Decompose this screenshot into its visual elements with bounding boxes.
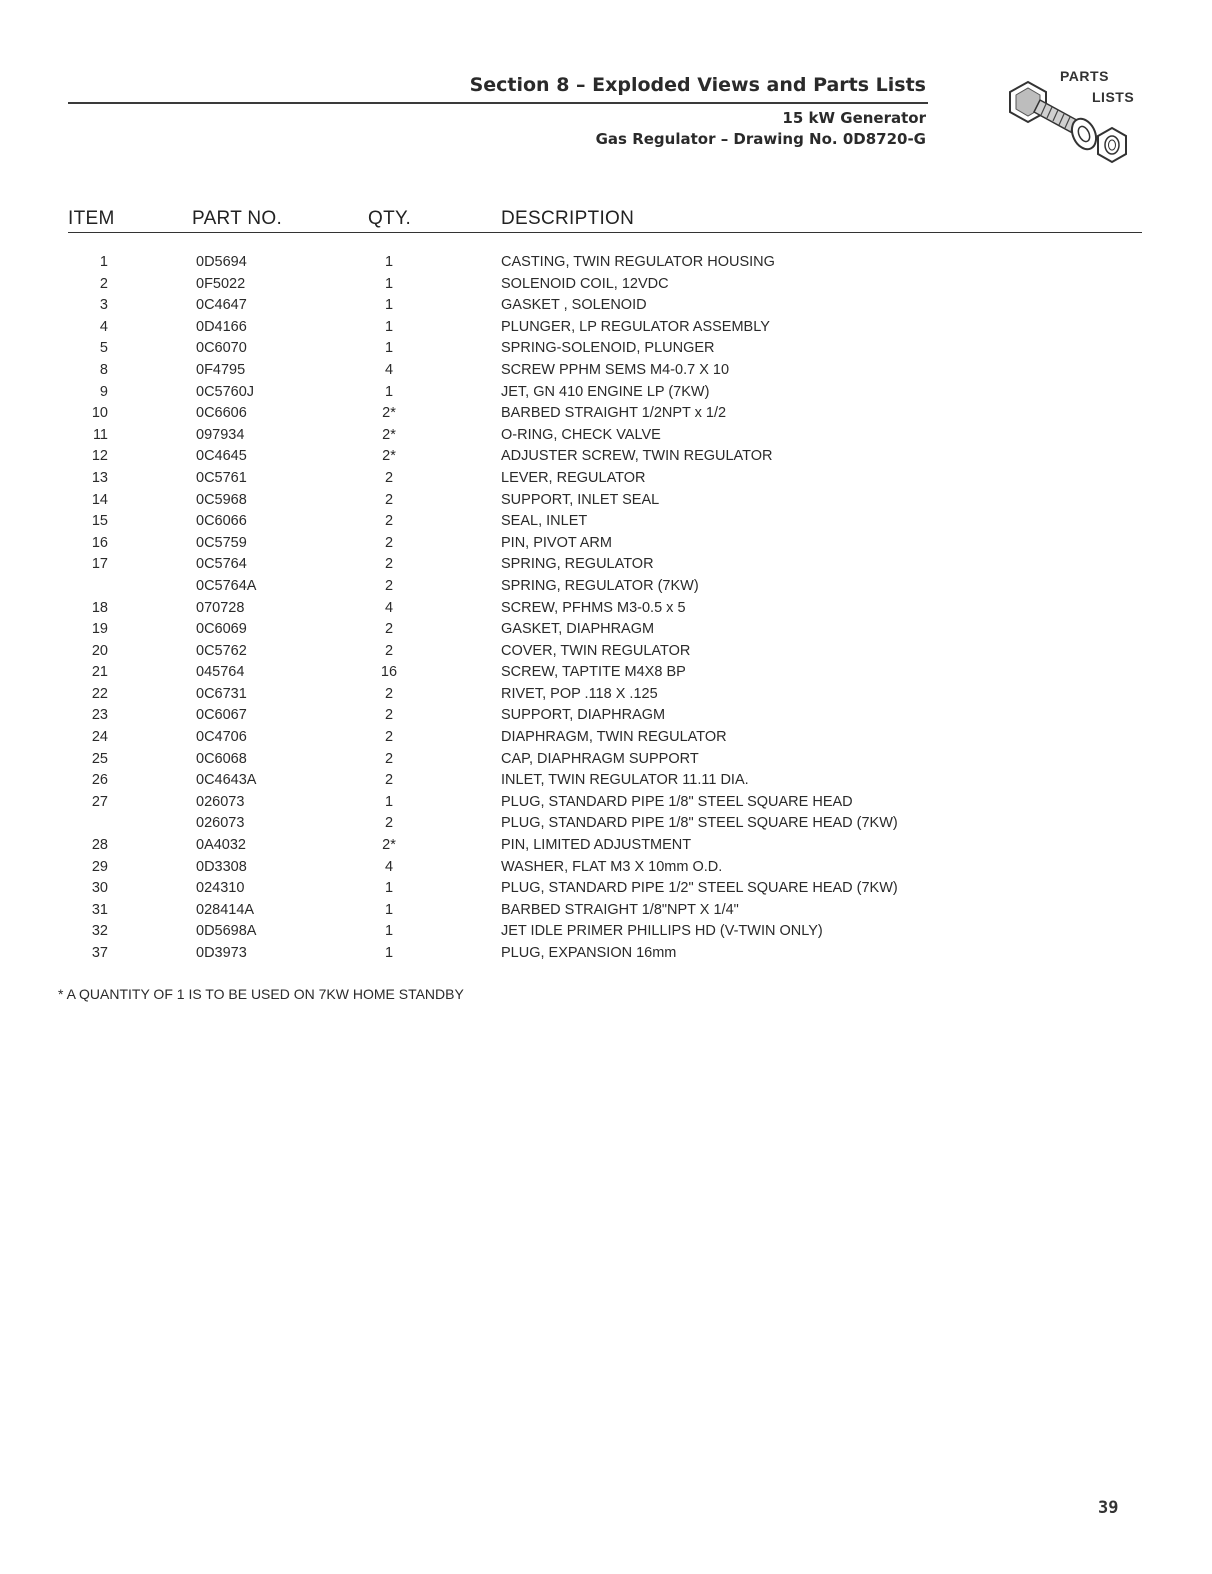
row-qty: 1 bbox=[384, 254, 394, 270]
row-part-no: 097934 bbox=[196, 426, 245, 443]
badge-parts-label: PARTS bbox=[1060, 68, 1109, 84]
section-title: Section 8 – Exploded Views and Parts Lists bbox=[469, 74, 926, 96]
row-part-no: 0D3308 bbox=[196, 858, 247, 875]
parts-lists-badge bbox=[1000, 62, 1140, 170]
table-row bbox=[68, 813, 1142, 835]
row-qty: 2 bbox=[384, 556, 394, 573]
table-row bbox=[68, 684, 1142, 706]
column-header-description: DESCRIPTION bbox=[501, 208, 635, 229]
row-qty: 2 bbox=[384, 491, 394, 508]
row-qty: 1 bbox=[384, 297, 394, 314]
row-description: COVER, TWIN REGULATOR bbox=[501, 642, 691, 659]
table-row bbox=[68, 727, 1142, 749]
row-qty: 2* bbox=[382, 448, 396, 465]
row-part-no: 024310 bbox=[196, 880, 245, 897]
row-description: SCREW, TAPTITE M4X8 BP bbox=[501, 664, 686, 681]
row-qty: 2 bbox=[384, 815, 394, 832]
row-part-no: 0D5694 bbox=[196, 254, 247, 270]
row-description: PLUG, STANDARD PIPE 1/2" STEEL SQUARE HEAD (7KW) bbox=[501, 880, 898, 897]
table-row bbox=[68, 252, 1142, 274]
row-description: PLUNGER, LP REGULATOR ASSEMBLY bbox=[501, 318, 770, 335]
row-description: BARBED STRAIGHT 1/8"NPT X 1/4" bbox=[501, 901, 739, 918]
table-row bbox=[68, 662, 1142, 684]
row-item: 8 bbox=[99, 361, 108, 378]
row-description: WASHER, FLAT M3 X 10mm O.D. bbox=[501, 858, 723, 875]
table-row bbox=[68, 338, 1142, 360]
row-description: BARBED STRAIGHT 1/2NPT x 1/2 bbox=[501, 405, 727, 422]
row-description: O-RING, CHECK VALVE bbox=[501, 426, 661, 443]
row-item: 5 bbox=[99, 340, 108, 357]
row-part-no: 0C5764 bbox=[196, 556, 247, 573]
row-part-no: 026073 bbox=[196, 793, 245, 810]
row-description: PLUG, EXPANSION 16mm bbox=[501, 945, 677, 961]
row-item: 24 bbox=[91, 729, 108, 746]
row-qty: 4 bbox=[384, 599, 394, 616]
table-row bbox=[68, 490, 1142, 512]
row-part-no: 0C4706 bbox=[196, 729, 247, 746]
table-row bbox=[68, 900, 1142, 922]
row-part-no: 0C5968 bbox=[196, 491, 247, 508]
row-description: SEAL, INLET bbox=[501, 513, 588, 530]
row-part-no: 0C6068 bbox=[196, 750, 247, 767]
row-item: 11 bbox=[92, 426, 108, 443]
row-qty: 2 bbox=[384, 707, 394, 724]
row-item: 9 bbox=[99, 383, 108, 400]
row-description: GASKET, DIAPHRAGM bbox=[501, 621, 655, 638]
row-item: 23 bbox=[91, 707, 108, 724]
row-part-no: 0C5759 bbox=[196, 534, 247, 551]
row-qty: 2 bbox=[384, 642, 394, 659]
row-description: PIN, PIVOT ARM bbox=[501, 534, 612, 551]
row-qty: 2 bbox=[384, 534, 394, 551]
row-item: 26 bbox=[91, 772, 108, 789]
row-item: 10 bbox=[91, 405, 108, 422]
row-item: 27 bbox=[91, 793, 108, 810]
row-item: 17 bbox=[91, 556, 108, 573]
row-item: 37 bbox=[91, 945, 108, 961]
table-row bbox=[68, 533, 1142, 555]
row-item: 20 bbox=[91, 642, 108, 659]
row-description: ADJUSTER SCREW, TWIN REGULATOR bbox=[501, 448, 773, 465]
table-row bbox=[68, 857, 1142, 879]
table-row bbox=[68, 360, 1142, 382]
row-description: SUPPORT, DIAPHRAGM bbox=[501, 707, 666, 724]
row-qty: 2 bbox=[384, 513, 394, 530]
row-item: 3 bbox=[99, 297, 108, 314]
row-qty: 1 bbox=[384, 880, 394, 897]
table-row bbox=[68, 705, 1142, 727]
row-description: LEVER, REGULATOR bbox=[501, 469, 646, 486]
table-row bbox=[68, 403, 1142, 425]
row-part-no: 0C6731 bbox=[196, 685, 247, 702]
row-item: 19 bbox=[91, 621, 108, 638]
row-part-no: 0C4645 bbox=[196, 448, 247, 465]
row-description: DIAPHRAGM, TWIN REGULATOR bbox=[501, 729, 727, 746]
model-subtitle: 15 kW Generator bbox=[782, 109, 926, 127]
column-header-item: ITEM bbox=[68, 208, 115, 229]
row-description: CAP, DIAPHRAGM SUPPORT bbox=[501, 750, 699, 767]
table-row bbox=[68, 641, 1142, 663]
row-description: JET, GN 410 ENGINE LP (7KW) bbox=[501, 383, 710, 400]
parts-table bbox=[68, 252, 1142, 965]
row-qty: 2 bbox=[384, 685, 394, 702]
row-qty: 4 bbox=[384, 858, 394, 875]
table-header bbox=[68, 208, 1142, 233]
row-qty: 2 bbox=[384, 772, 394, 789]
row-qty: 2* bbox=[382, 405, 396, 422]
row-item: 22 bbox=[91, 685, 108, 702]
row-item: 15 bbox=[91, 513, 108, 530]
row-qty: 1 bbox=[384, 793, 394, 810]
row-qty: 1 bbox=[384, 923, 394, 940]
row-description: SPRING-SOLENOID, PLUNGER bbox=[501, 340, 715, 357]
drawing-subtitle: Gas Regulator – Drawing No. 0D8720-G bbox=[595, 130, 926, 148]
row-description: SPRING, REGULATOR bbox=[501, 556, 654, 573]
row-item: 31 bbox=[91, 901, 108, 918]
table-row bbox=[68, 317, 1142, 339]
table-row bbox=[68, 274, 1142, 296]
row-description: INLET, TWIN REGULATOR 11.11 DIA. bbox=[501, 772, 749, 789]
table-row bbox=[68, 619, 1142, 641]
row-item: 25 bbox=[91, 750, 108, 767]
table-row bbox=[68, 554, 1142, 576]
table-row bbox=[68, 943, 1142, 965]
table-row bbox=[68, 511, 1142, 533]
row-description: SPRING, REGULATOR (7KW) bbox=[501, 577, 699, 594]
row-part-no: 0D5698A bbox=[196, 923, 257, 940]
row-part-no: 045764 bbox=[196, 664, 245, 681]
row-part-no: 0C6070 bbox=[196, 340, 247, 357]
row-qty: 4 bbox=[384, 361, 394, 378]
row-item: 12 bbox=[91, 448, 108, 465]
row-item: 21 bbox=[91, 664, 108, 681]
row-part-no: 070728 bbox=[196, 599, 245, 616]
row-description: SUPPORT, INLET SEAL bbox=[501, 491, 660, 508]
row-qty: 2 bbox=[384, 469, 394, 486]
row-description: JET IDLE PRIMER PHILLIPS HD (V-TWIN ONLY) bbox=[501, 923, 823, 940]
row-qty: 2 bbox=[384, 577, 394, 594]
row-part-no: 0C4647 bbox=[196, 297, 247, 314]
row-item: 16 bbox=[91, 534, 108, 551]
table-row bbox=[68, 295, 1142, 317]
row-part-no: 0A4032 bbox=[196, 837, 246, 854]
row-qty: 2 bbox=[384, 729, 394, 746]
row-qty: 1 bbox=[384, 275, 394, 292]
table-row bbox=[68, 770, 1142, 792]
row-part-no: 0C6606 bbox=[196, 405, 247, 422]
row-part-no: 026073 bbox=[196, 815, 245, 832]
row-item: 14 bbox=[91, 491, 108, 508]
row-qty: 1 bbox=[384, 945, 394, 961]
row-item: 29 bbox=[91, 858, 108, 875]
column-header-qty: QTY. bbox=[368, 208, 412, 229]
row-part-no: 0C6069 bbox=[196, 621, 247, 638]
row-part-no: 0D3973 bbox=[196, 945, 247, 961]
row-part-no: 0F5022 bbox=[196, 275, 246, 292]
row-description: RIVET, POP .118 X .125 bbox=[501, 685, 658, 702]
row-item: 28 bbox=[91, 837, 108, 854]
page-header bbox=[68, 70, 928, 150]
row-item: 18 bbox=[91, 599, 108, 616]
row-qty: 1 bbox=[384, 340, 394, 357]
table-row bbox=[68, 382, 1142, 404]
column-header-part-no: PART NO. bbox=[192, 208, 283, 229]
row-item: 30 bbox=[91, 880, 108, 897]
row-qty: 2 bbox=[384, 621, 394, 638]
row-part-no: 0C5762 bbox=[196, 642, 247, 659]
row-part-no: 0C6067 bbox=[196, 707, 247, 724]
row-part-no: 028414A bbox=[196, 901, 255, 918]
table-row bbox=[68, 446, 1142, 468]
row-item: 1 bbox=[99, 254, 108, 270]
table-row bbox=[68, 792, 1142, 814]
table-row bbox=[68, 878, 1142, 900]
row-part-no: 0C5761 bbox=[196, 469, 247, 486]
row-item: 2 bbox=[99, 275, 108, 292]
page-number: 39 bbox=[1098, 1498, 1119, 1518]
row-item: 13 bbox=[91, 469, 108, 486]
row-part-no: 0C4643A bbox=[196, 772, 257, 789]
row-qty: 2* bbox=[382, 426, 396, 443]
footnote: * A QUANTITY OF 1 IS TO BE USED ON 7KW HOME STANDBY bbox=[58, 986, 464, 1002]
row-qty: 2* bbox=[382, 837, 396, 854]
row-description: PIN, LIMITED ADJUSTMENT bbox=[501, 837, 692, 854]
section-rule bbox=[68, 102, 928, 104]
table-row bbox=[68, 835, 1142, 857]
table-row bbox=[68, 468, 1142, 490]
row-part-no: 0C6066 bbox=[196, 513, 247, 530]
table-row bbox=[68, 425, 1142, 447]
row-qty: 1 bbox=[384, 901, 394, 918]
row-part-no: 0C5764A bbox=[196, 577, 257, 594]
row-description: SOLENOID COIL, 12VDC bbox=[501, 275, 669, 292]
table-row bbox=[68, 921, 1142, 943]
row-part-no: 0D4166 bbox=[196, 318, 247, 335]
row-qty: 1 bbox=[384, 383, 394, 400]
badge-lists-label: LISTS bbox=[1092, 89, 1135, 105]
table-row bbox=[68, 598, 1142, 620]
row-description: PLUG, STANDARD PIPE 1/8" STEEL SQUARE HEAD (7KW) bbox=[501, 815, 898, 832]
row-qty: 1 bbox=[384, 318, 394, 335]
row-qty: 2 bbox=[384, 750, 394, 767]
row-part-no: 0C5760J bbox=[196, 383, 255, 400]
row-description: CASTING, TWIN REGULATOR HOUSING bbox=[501, 254, 775, 270]
table-row bbox=[68, 749, 1142, 771]
row-qty: 16 bbox=[380, 664, 398, 681]
row-description: PLUG, STANDARD PIPE 1/8" STEEL SQUARE HEAD bbox=[501, 793, 853, 810]
row-description: SCREW PPHM SEMS M4-0.7 X 10 bbox=[501, 361, 730, 378]
table-row bbox=[68, 576, 1142, 598]
row-item: 4 bbox=[99, 318, 108, 335]
row-description: SCREW, PFHMS M3-0.5 x 5 bbox=[501, 599, 686, 616]
row-description: GASKET , SOLENOID bbox=[501, 297, 647, 314]
row-part-no: 0F4795 bbox=[196, 361, 246, 378]
row-item: 32 bbox=[91, 923, 108, 940]
